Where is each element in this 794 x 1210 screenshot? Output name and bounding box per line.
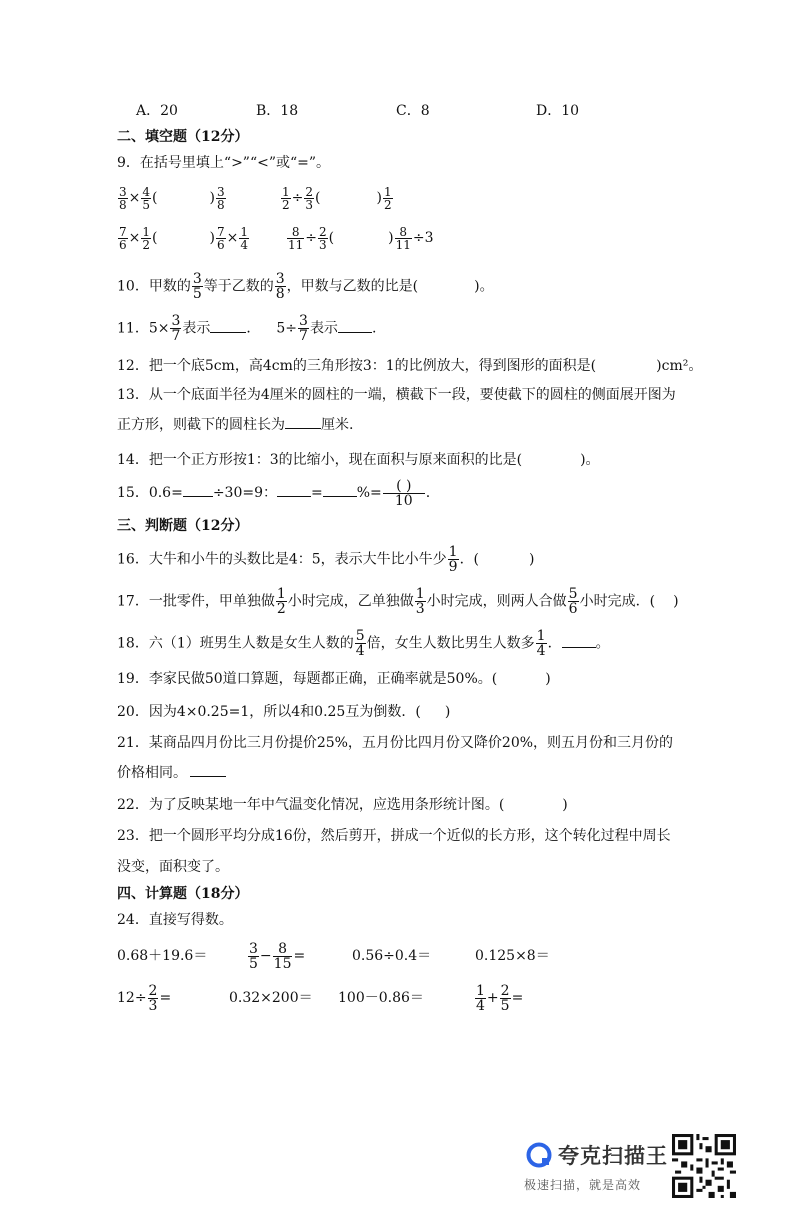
answer-blank: [338, 320, 372, 333]
q12: 12．把一个底5cm，高4cm的三角形按3：1的比例放大，得到图形的面积是( )cm²。: [117, 358, 703, 374]
answer-blank: [323, 484, 357, 497]
scanner-watermark: [522, 1138, 670, 1194]
q14: 14．把一个正方形按1：3的比缩小，现在面积与原来面积的比是( )。: [117, 452, 600, 468]
watermark-tagline: 极速扫描，就是高效: [524, 1178, 642, 1192]
fraction: $\frac{3}{8}$: [216, 184, 225, 212]
answer-blank: [183, 484, 213, 497]
q16: 16．大牛和小牛的头数比是4：5，表示大牛比小牛少 $\frac{1}{9}$ ．( ): [117, 544, 535, 575]
q18: 18．六（1）班男生人数是女生人数的 $\frac{5}{4}$ 倍，女生人数比男生人数多 $\frac{1}{4}$ ． 。: [117, 628, 610, 659]
section-fill-blank-title: 二、填空题（12分）: [117, 129, 249, 145]
q9-text: 9．在括号里填上“>”“<”或“=”。: [117, 155, 331, 171]
q24-expr-5: 12÷ $\frac{2}{3}$ =: [117, 982, 172, 1014]
q24-expr-6: 0.32×200＝: [229, 990, 313, 1006]
q20: 20．因为4×0.25=1，所以4和0.25互为倒数．( ): [117, 704, 451, 720]
q23-line2: 没变，面积变了。: [117, 859, 229, 875]
q13-line2: 正方形，则截下的圆柱长为 厘米.: [117, 417, 354, 433]
section-judge-title: 三、判断题（12分）: [117, 518, 249, 534]
q13-line1: 13．从一个底面半径为4厘米的圆柱的一端，横截下一段，要使截下的圆柱的侧面展开图为: [117, 387, 676, 403]
q10: 10．甲数的 $\frac{3}{5}$ 等于乙数的 $\frac{3}{8}$ ，甲数与乙数的比是( )。: [117, 271, 494, 302]
q9-row2-right: $\frac{8}{11}$ ÷ $\frac{2}{3}$ ( ) $\frac{8}{11}$ ÷3: [288, 224, 434, 252]
q19: 19．李家民做50道口算题，每题都正确，正确率就是50%。( ): [117, 671, 551, 687]
fraction: $\frac{1}{2}$: [383, 184, 392, 212]
answer-blank: [562, 635, 596, 648]
q9-row2-left: $\frac{7}{6}$ × $\frac{1}{2}$ ( ) $\frac{7}{6}$ × $\frac{1}{4}$: [119, 224, 248, 252]
option-a: A．20: [136, 103, 178, 119]
answer-blank: [285, 416, 321, 429]
q15: 15．0.6= ÷30=9： = %= ( ) 10 .: [117, 477, 431, 509]
answer-blank: [190, 764, 226, 777]
q9-row1-right: $\frac{1}{2}$ ÷ $\frac{2}{3}$ ( ) $\frac{1}{2}$: [282, 184, 392, 212]
q11: 11．5× $\frac{3}{7}$ 表示 ． 5÷ $\frac{3}{7}$ 表示 .: [117, 313, 377, 344]
q24-expr-2: $\frac{3}{5}$ − $\frac{8}{15}$ =: [249, 940, 306, 972]
q24-expr-8: $\frac{1}{4}$ + $\frac{2}{5}$ =: [476, 982, 524, 1014]
q17: 17．一批零件，甲单独做 $\frac{1}{2}$ 小时完成，乙单独做 $\frac{1}{3}$ 小时完成，则两人合做 $\frac{5}{6}$ 小时完成．( ): [117, 586, 679, 617]
q24-text: 24．直接写得数。: [117, 912, 233, 928]
q23-line1: 23．把一个圆形平均分成16份，然后剪开，拼成一个近似的长方形，这个转化过程中周长: [117, 828, 671, 844]
section-calc-title: 四、计算题（18分）: [117, 886, 249, 902]
answer-blank: [210, 320, 246, 333]
fraction: $\frac{7}{6}$: [216, 224, 225, 252]
qr-code-icon: [672, 1134, 736, 1198]
fraction: $\frac{3}{8}$: [119, 184, 127, 212]
fraction: $\frac{1}{4}$: [240, 224, 248, 252]
q24-expr-3: 0.56÷0.4＝: [352, 948, 432, 964]
q24-expr-7: 100－0.86＝: [338, 990, 424, 1006]
answer-blank: [277, 484, 311, 497]
q22: 22．为了反映某地一年中气温变化情况，应选用条形统计图。( ): [117, 797, 568, 813]
watermark-brand: 夸克扫描王: [558, 1144, 668, 1168]
option-d: D．10: [536, 103, 580, 119]
option-b: B．18: [256, 103, 299, 119]
fraction: $\frac{7}{6}$: [119, 224, 127, 252]
q21-line2: 价格相同。: [117, 763, 226, 783]
q21-line1: 21．某商品四月份比三月份提价25%，五月份比四月份又降价20%，则五月份和三月份的: [117, 735, 674, 751]
fraction: $\frac{8}{11}$: [395, 224, 411, 252]
fraction: $\frac{2}{3}$: [319, 224, 327, 252]
q24-expr-1: 0.68＋19.6＝: [117, 948, 208, 964]
fraction: $\frac{8}{11}$: [288, 224, 304, 252]
fraction: $\frac{1}{2}$: [142, 224, 151, 252]
option-c: C．8: [396, 103, 430, 119]
quark-logo-icon: [526, 1142, 552, 1168]
q9-row1-left: $\frac{3}{8}$ × $\frac{4}{5}$ ( ) $\frac{3}{8}$: [119, 184, 225, 212]
q24-expr-4: 0.125×8＝: [475, 948, 550, 964]
fraction: $\frac{2}{3}$: [305, 184, 314, 212]
fraction: $\frac{4}{5}$: [142, 184, 151, 212]
fraction: $\frac{1}{2}$: [282, 184, 290, 212]
